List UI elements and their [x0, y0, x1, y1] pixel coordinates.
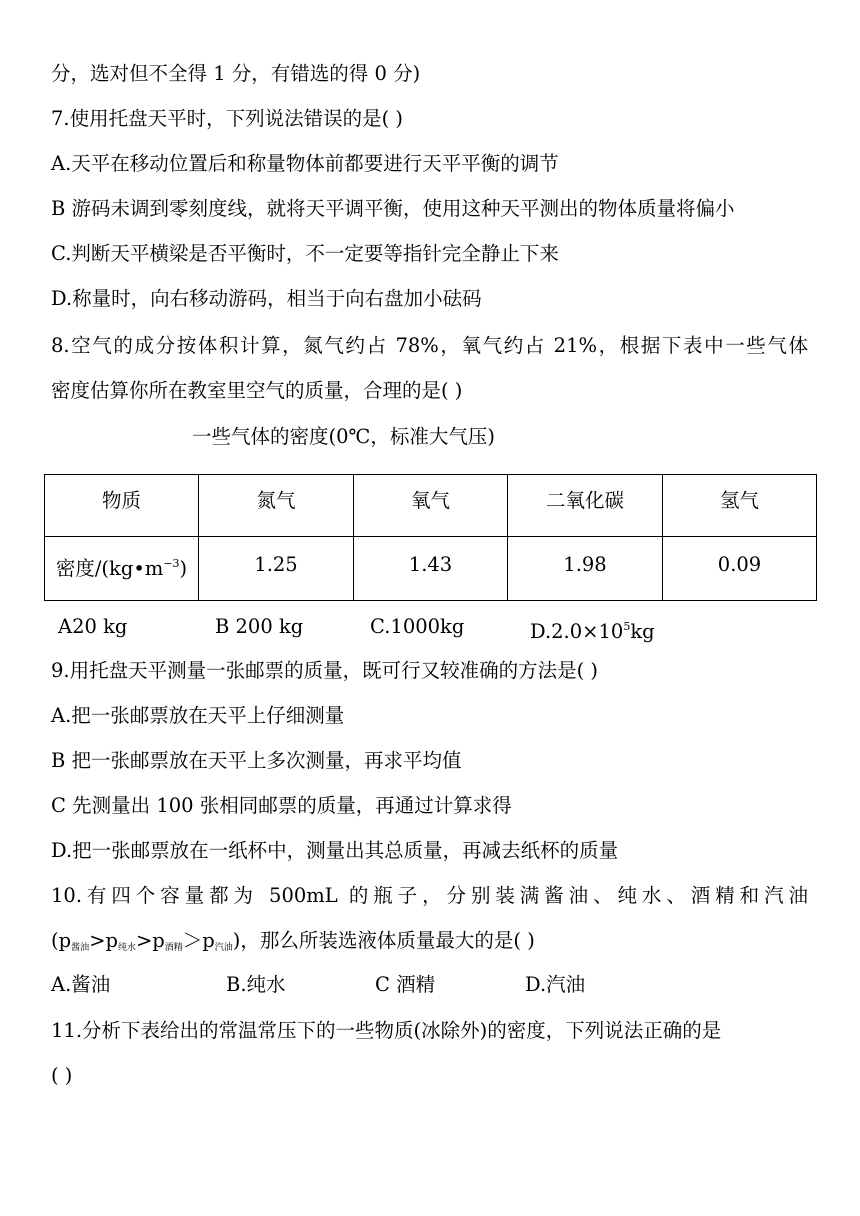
question-7: 7.使用托盘天平时，下列说法错误的是( ): [51, 107, 404, 130]
unit-label: 密度/(kg•m: [55, 557, 164, 580]
formula-open: (p: [51, 929, 72, 952]
unit-close: ): [179, 557, 188, 580]
question-7-option-c: C.判断天平横梁是否平衡时，不一定要等指针完全静止下来: [51, 242, 559, 265]
question-10-option-b: B.纯水: [226, 973, 286, 996]
question-10-option-a: A.酱油: [51, 973, 111, 996]
question-7-option-a: A.天平在移动位置后和称量物体前都要进行天平平衡的调节: [51, 152, 559, 175]
question-9: 9.用托盘天平测量一张邮票的质量，既可行又较准确的方法是( ): [51, 659, 599, 682]
option-d-exponent: 5: [623, 620, 631, 633]
formula-gt: ＞p: [182, 929, 215, 952]
subscript-pure-water: 纯水: [117, 943, 136, 953]
question-10-option-d: D.汽油: [525, 973, 586, 996]
table-value-cell: 1.98: [508, 537, 663, 601]
subscript-soy-sauce: 酱油: [71, 943, 90, 953]
question-10-line-1: 10.有四个容量都为 500mL 的瓶子，分别装满酱油、纯水、酒精和汽油: [51, 884, 808, 907]
table-header-row: [45, 475, 817, 537]
gas-density-table: [44, 474, 817, 601]
question-11: 11.分析下表给出的常温常压下的一些物质(冰除外)的密度，下列说法正确的是: [51, 1019, 722, 1042]
question-8-option-b: B 200 kg: [215, 615, 304, 638]
formula-gt: >p: [135, 929, 165, 952]
subscript-gasoline: 汽油: [214, 943, 233, 953]
question-10-option-c: C 酒精: [375, 973, 436, 996]
table-caption: 一些气体的密度(0℃，标准大气压): [192, 425, 495, 448]
table-unit-cell: [45, 537, 199, 601]
question-8-line-1: 8.空气的成分按体积计算，氮气约占 78%，氧气约占 21%，根据下表中一些气体: [51, 334, 808, 357]
table-value-cell: 1.43: [354, 537, 508, 601]
question-8-option-d: [530, 612, 655, 647]
question-8-line-2: 密度估算你所在教室里空气的质量，合理的是( ): [51, 379, 463, 402]
table-value-cell: 0.09: [663, 537, 817, 601]
table-header-cell: 氧气: [354, 475, 508, 537]
question-9-option-c: C 先测量出 100 张相同邮票的质量，再通过计算求得: [51, 794, 512, 817]
table-row: [45, 537, 817, 601]
option-d-base: D.2.0×10: [530, 620, 624, 643]
question-7-option-b: B 游码未调到零刻度线，就将天平调平衡，使用这种天平测出的物体质量将偏小: [51, 197, 735, 220]
option-d-unit: kg: [630, 620, 655, 643]
subscript-alcohol: 酒精: [164, 943, 183, 953]
table-header-cell: 物质: [45, 475, 199, 537]
unit-exponent: −3: [163, 557, 180, 570]
formula-gt: >p: [89, 929, 118, 952]
formula-close: )，那么所装选液体质量最大的是( ): [232, 929, 535, 952]
question-9-option-a: A.把一张邮票放在天平上仔细测量: [51, 704, 345, 727]
table-header-cell: 氮气: [199, 475, 354, 537]
question-8-options: [0, 612, 860, 642]
question-10-options: [0, 970, 860, 1000]
question-9-option-d: D.把一张邮票放在一纸杯中，测量出其总质量，再减去纸杯的质量: [51, 839, 619, 862]
question-11-paren: ( ): [51, 1064, 73, 1087]
line-continuation: 分，选对但不全得 1 分，有错选的得 0 分): [51, 62, 421, 85]
table-header-cell: 氢气: [663, 475, 817, 537]
table-header-cell: 二氧化碳: [508, 475, 663, 537]
question-7-option-d: D.称量时，向右移动游码，相当于向右盘加小砝码: [51, 287, 482, 310]
question-8-option-a: A20 kg: [58, 615, 128, 638]
question-9-option-b: B 把一张邮票放在天平上多次测量，再求平均值: [51, 749, 462, 772]
question-10-line-2: [51, 926, 535, 963]
question-8-option-c: C.1000kg: [370, 615, 465, 638]
table-value-cell: 1.25: [199, 537, 354, 601]
